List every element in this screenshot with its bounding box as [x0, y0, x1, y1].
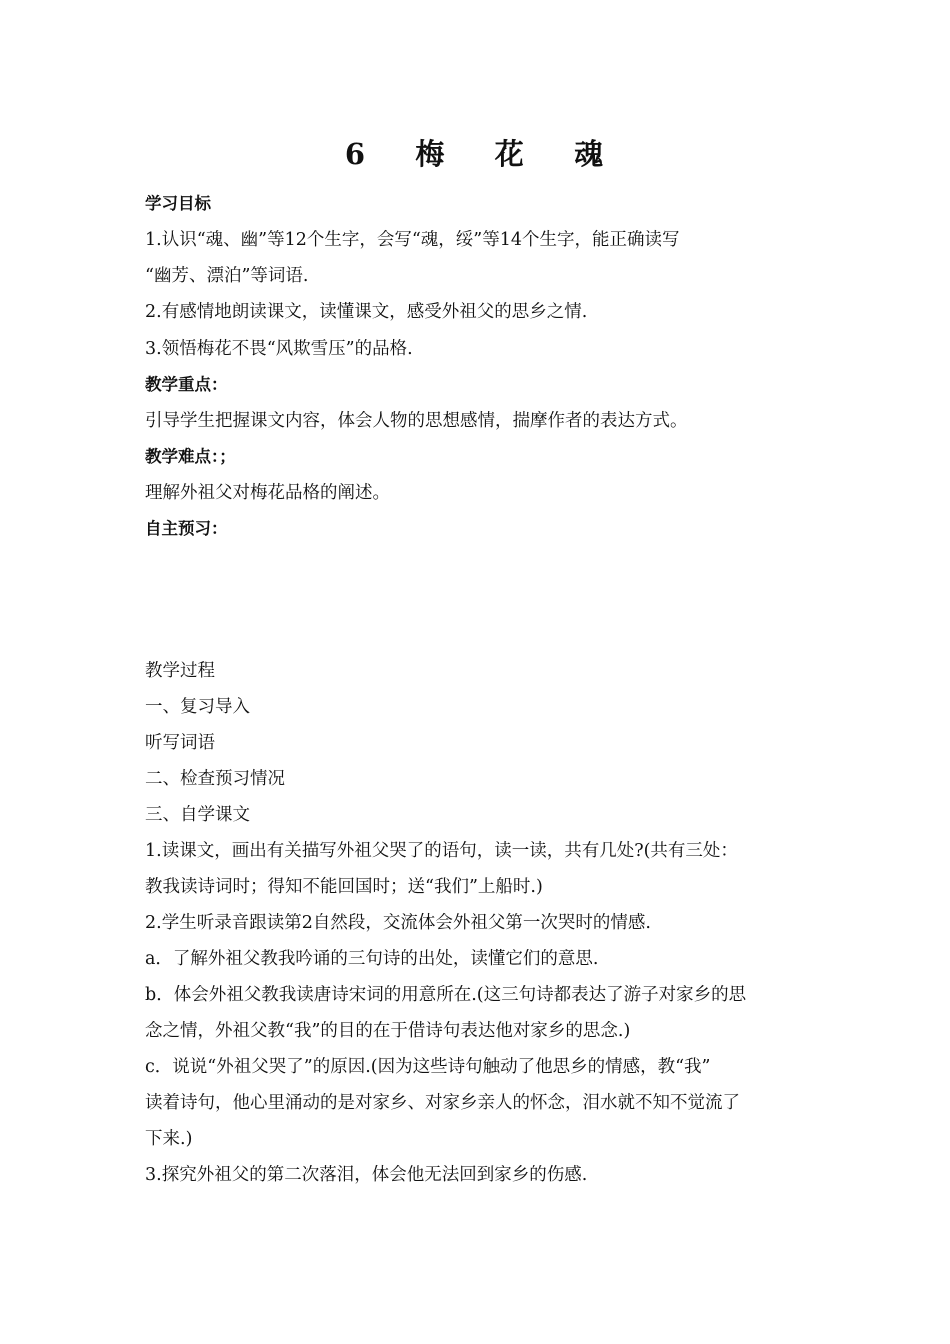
goal-line-1-cont: “幽芳、漂泊”等词语. [145, 266, 309, 286]
process-item-2a: a．了解外祖父教我吟诵的三句诗的出处，读懂它们的意思. [145, 949, 599, 969]
heading-key-points: 教学重点： [145, 375, 228, 394]
goal-line-2: 2.有感情地朗读课文，读懂课文，感受外祖父的思乡之情. [145, 302, 588, 322]
heading-self-preview: 自主预习： [145, 519, 228, 538]
heading-difficulties: 教学难点：； [145, 447, 236, 466]
process-item-2b: b．体会外祖父教我读唐诗宋词的用意所在.(这三句诗都表达了游子对家乡的思 [145, 985, 747, 1005]
process-item-2c-cont: 读着诗句，他心里涌动的是对家乡、对家乡亲人的怀念，泪水就不知不觉流了 [145, 1093, 740, 1113]
process-section-1: 一、复习导入 [145, 697, 250, 717]
heading-teaching-process: 教学过程 [145, 661, 215, 681]
key-points-text: 引导学生把握课文内容，体会人物的思想感情，揣摩作者的表达方式。 [145, 411, 688, 431]
goal-line-1: 1.认识“魂、幽”等12个生字，会写“魂，绥”等14个生字，能正确读写 [145, 230, 680, 250]
process-section-3: 三、自学课文 [145, 805, 250, 825]
process-item-3: 3.探究外祖父的第二次落泪，体会他无法回到家乡的伤感. [145, 1165, 588, 1185]
process-section-2: 二、检查预习情况 [145, 769, 285, 789]
document-title: 6 梅 花 魂 [344, 137, 606, 171]
process-item-1-cont: 教我读诗词时；得知不能回国时；送“我们”上船时.) [145, 877, 543, 897]
goal-line-3: 3.领悟梅花不畏“风欺雪压”的品格. [145, 339, 413, 359]
process-item-2c: c．说说“外祖父哭了”的原因.(因为这些诗句触动了他思乡的情感，教“我” [145, 1057, 711, 1077]
process-item-2c-end: 下来.) [145, 1129, 193, 1149]
heading-learning-goals: 学习目标 [145, 194, 211, 213]
process-item-2: 2.学生听录音跟读第2自然段，交流体会外祖父第一次哭时的情感. [145, 913, 651, 933]
process-item-1: 1.读课文，画出有关描写外祖父哭了的语句，读一读，共有几处?(共有三处： [145, 841, 738, 861]
process-dictation: 听写词语 [145, 733, 215, 753]
process-item-2b-cont: 念之情，外祖父教“我”的目的在于借诗句表达他对家乡的思念.) [145, 1021, 631, 1041]
difficulties-text: 理解外祖父对梅花品格的阐述。 [145, 483, 390, 503]
